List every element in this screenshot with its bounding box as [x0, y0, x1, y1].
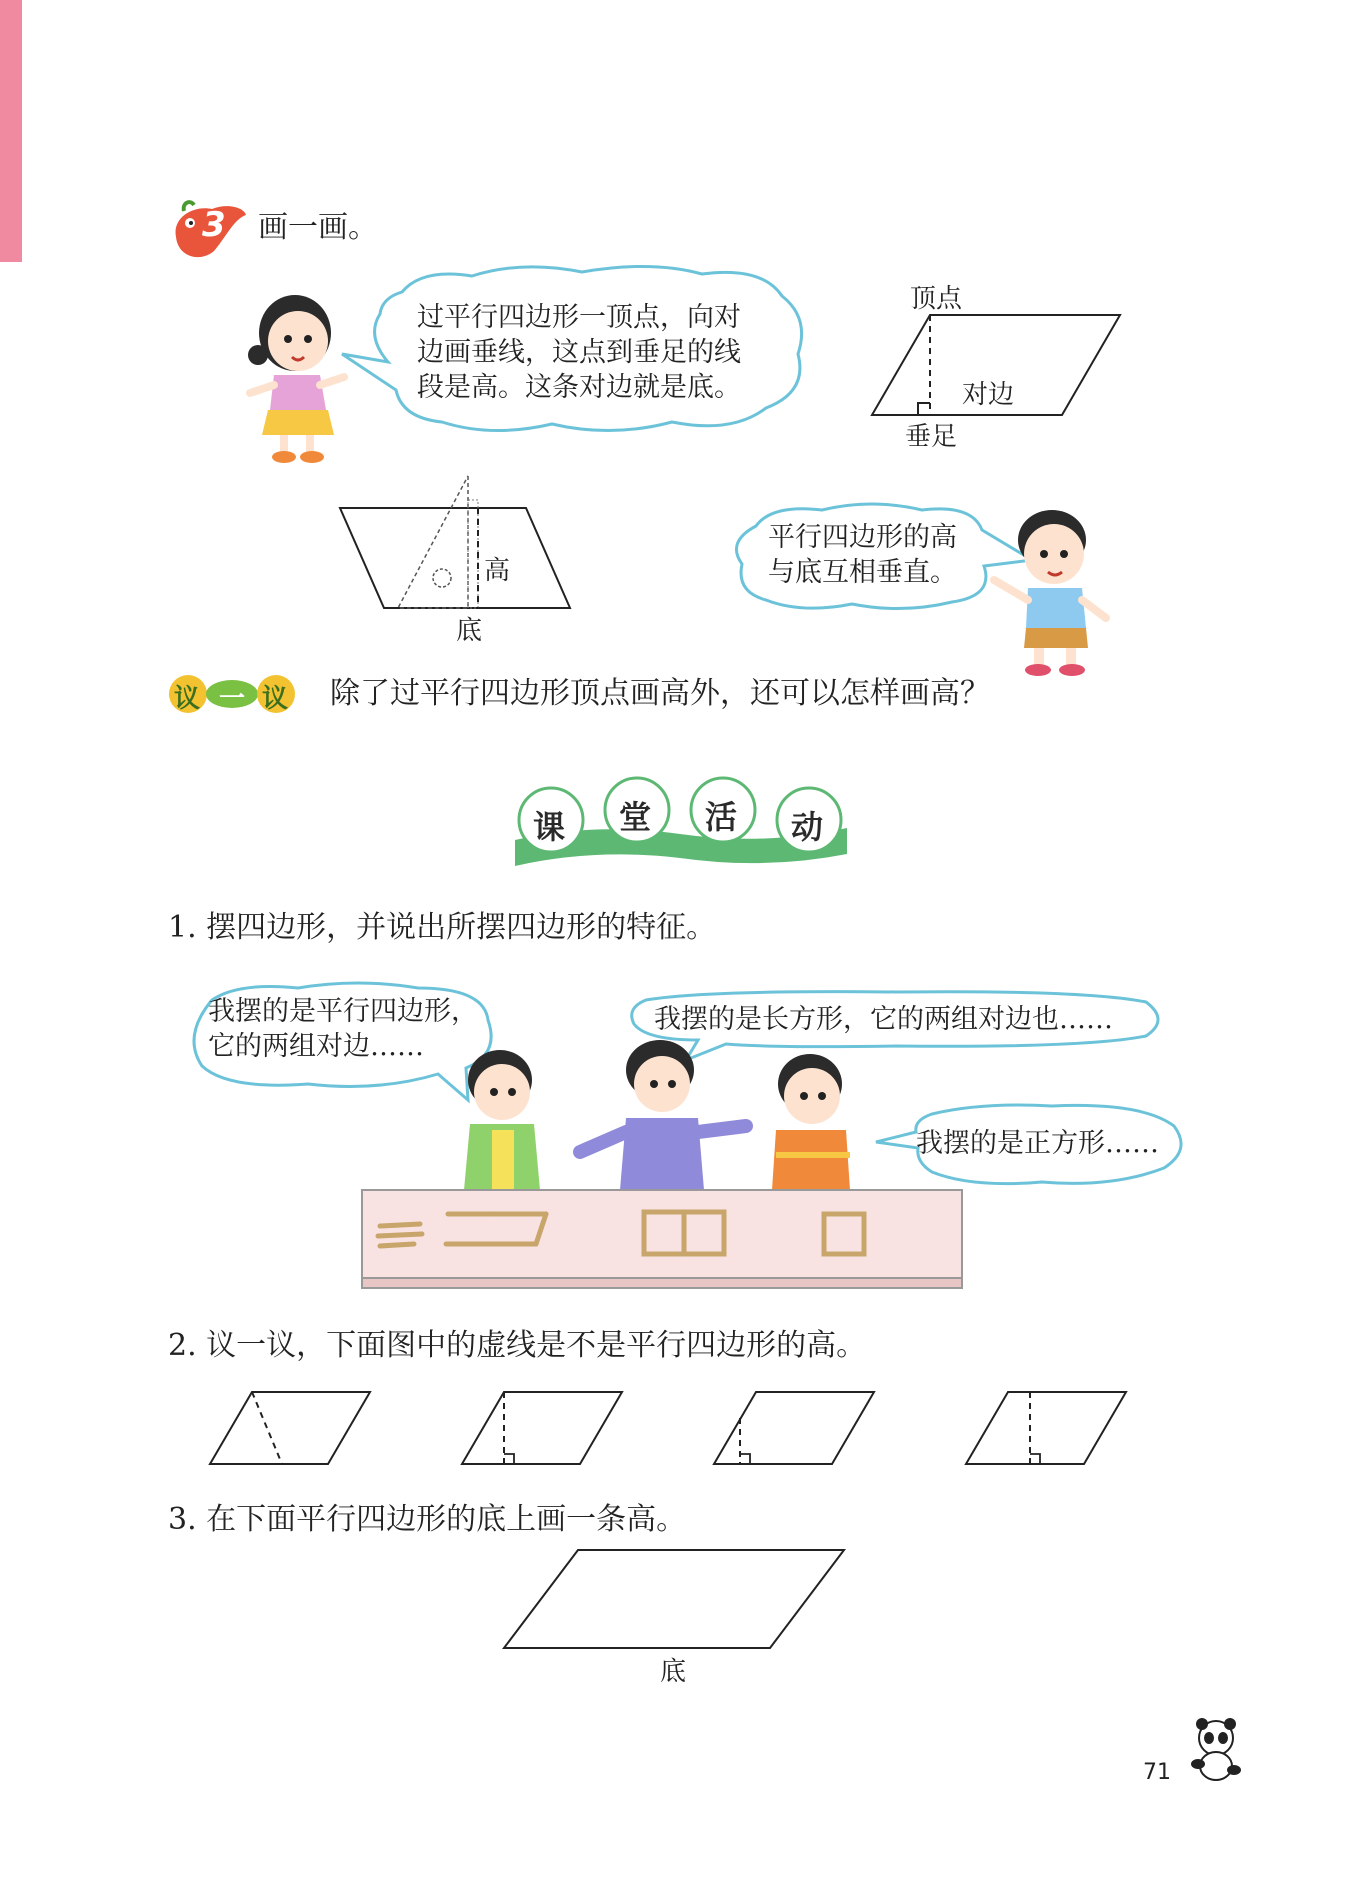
- discuss-char-2: 一: [219, 684, 246, 714]
- discuss-char-3: 议: [262, 684, 289, 714]
- discuss-badge: [168, 674, 296, 714]
- banner-char-1: 课: [533, 808, 566, 846]
- activity2-text: 2. 议一议，下面图中的虚线是不是平行四边形的高。: [168, 1328, 867, 1363]
- banner-char-3: 活: [705, 798, 738, 836]
- activity3-text: 3. 在下面平行四边形的底上画一条高。: [168, 1502, 687, 1537]
- side-tab: [0, 0, 22, 262]
- girl-illustration: [240, 285, 350, 465]
- page-number: 71: [1143, 1760, 1171, 1785]
- label-foot: 垂足: [905, 422, 958, 452]
- boy-illustration: [1000, 500, 1120, 680]
- table-with-sticks: [360, 1188, 966, 1290]
- parallelogram-setsquare-figure: [338, 470, 578, 615]
- bubble-left-line1: 我摆的是平行四边形，: [208, 996, 478, 1027]
- section-number: 3: [202, 205, 226, 245]
- section-title: 画一画。: [258, 210, 378, 245]
- activity3-parallelogram: [500, 1548, 848, 1650]
- banner-char-2: 堂: [619, 798, 652, 836]
- label-opposite-side: 对边: [962, 380, 1015, 410]
- banner-char-4: 动: [791, 808, 824, 846]
- label-base: 底: [456, 616, 483, 646]
- boy-bubble-line1: 平行四边形的高: [768, 522, 957, 553]
- girl-bubble-line1: 过平行四边形一顶点，向对: [417, 302, 741, 333]
- discuss-char-1: 议: [174, 684, 201, 714]
- activity3-base-label: 底: [660, 1657, 687, 1687]
- bubble-right: [902, 1102, 1184, 1188]
- bubble-left-line2: 它的两组对边……: [208, 1031, 424, 1062]
- boy-speech-bubble: [732, 500, 1002, 612]
- activity1-text: 1. 摆四边形，并说出所摆四边形的特征。: [168, 910, 717, 945]
- bubble-right-text: 我摆的是正方形……: [916, 1128, 1159, 1159]
- bubble-middle-text: 我摆的是长方形，它的两组对边也……: [654, 1004, 1113, 1035]
- girl-bubble-line2: 边画垂线，这点到垂足的线: [417, 337, 741, 368]
- label-height: 高: [484, 556, 511, 586]
- section-badge: [164, 197, 250, 261]
- discuss-question: 除了过平行四边形顶点画高外，还可以怎样画高？: [330, 676, 990, 711]
- girl-speech-bubble: [362, 262, 810, 437]
- panda-icon: [1186, 1718, 1246, 1782]
- boy-bubble-line2: 与底互相垂直。: [768, 557, 957, 588]
- children-illustration: [410, 1040, 890, 1190]
- activity2-figures: [208, 1390, 1128, 1468]
- girl-bubble-line3: 段是高。这条对边就是底。: [417, 372, 741, 403]
- label-vertex: 顶点: [910, 284, 963, 314]
